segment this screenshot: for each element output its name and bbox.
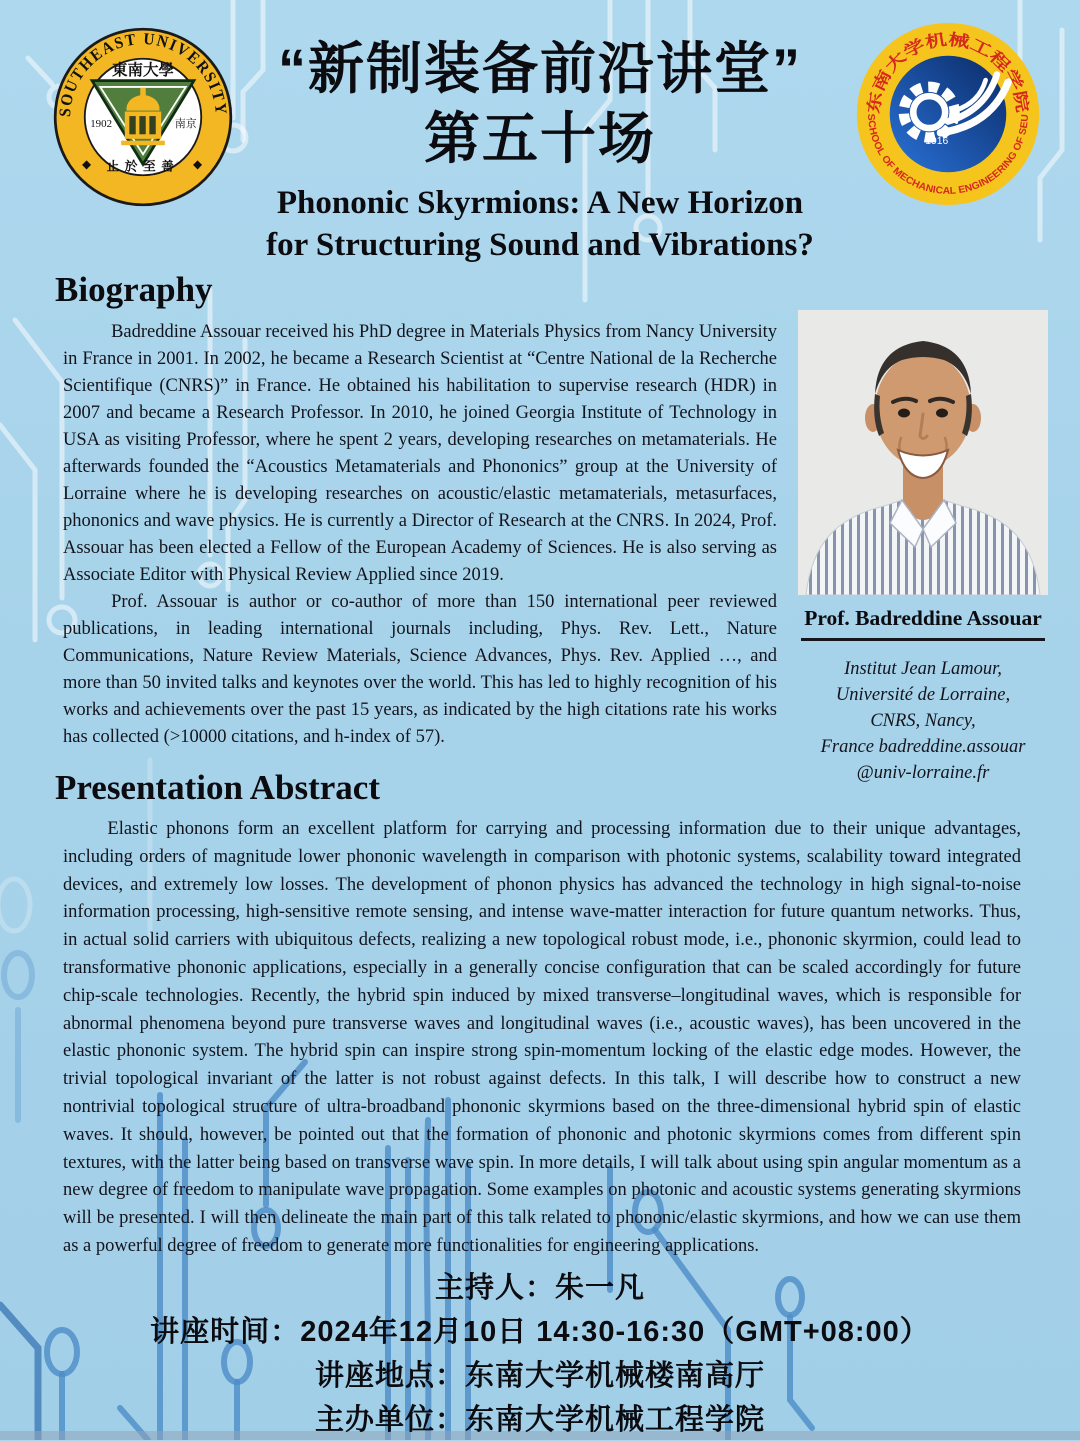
biography-paragraph-1: Badreddine Assouar received his PhD degree in Materials Physics from Nancy University in France in 2001. In 2002, he became a Research Scientist at “Centre National de la Recherche Scientifique (CNRS)” in France. He obtained his habilitation to supervise research (HDR) in 2007 and became a Research Professor. In 2010, he joined Georgia Institute of Technology in USA as visiting Professor, where he spent 2 years, developing researches on metamaterials. He afterwards founded the “Acoustics Metamaterials and Phononics” group at the University of Lorraine where he is developing researches on acoustic/elastic metamaterials, metasurfaces, phononics and wave physics. He is currently a Director of Research at the CNRS. In 2024, Prof. Assouar has been elected a Fellow of the European Academy of Sciences. He is also serving as Associate Editor with Physical Review Applied since 2019. [63,322,777,585]
organizer-line [0,1398,1080,1442]
sme-en-text: SCHOOL OF MECHANICAL ENGINEERING OF SEU [865,113,1031,197]
face [875,353,971,467]
title-en-line2: for Structuring Sound and Vibrations? [266,227,814,264]
affiliation-line: @univ-lorraine.fr [856,763,990,783]
seu-ring-text: SOUTHEAST UNIVERSITY [55,28,232,118]
host-label: 主持人： [434,1272,555,1304]
seu-city: 南京 [174,118,197,131]
caption-divider [801,638,1045,641]
title-cn-line2: 第五十场 [424,107,656,170]
biography-text [63,319,777,751]
host-value: 朱一凡 [555,1272,646,1304]
venue-line [0,1354,1080,1398]
sme-year: 1916 [925,136,949,148]
abstract-paragraph: Elastic phonons form an excellent platform for carrying and processing information due to their unique advantages, including orders of magnitude lower phononic wavelength in comparison with photonic systems, scalability toward integrated devices, and extremely low losses. The development of phonon physics has advanced the technology in high signal-to-noise information processing, high-sensitive remote sensing, and intense wave-matter interaction for future quantum networks. Thus, in actual solid carriers with ubiquitous defects, realizing a new topological robust mode, i.e., phononic skyrmion, could lead to transformative phononic applications, especially in a generally concise configuration that can be scaled accordingly for future chip-scale technologies. Recently, the hybrid spin induced by mixed transverse–longitudinal waves, which is responsible for abnormal phenomena beyond pure transverse waves and longitudinal waves (i.e., acoustic waves), has been uncovered in the elastic phononic system. The hybrid spin can inspire strong spin-momentum locking of the elastic edge modes. However, the trivial topological invariant of the latter is not robust against defects. In this talk, I will describe how to construct a new nontrivial topological structure of ultra-broadband phononic skyrmions based on the three-dimensional hybrid spin of elastic waves. It should, however, be pointed out that the formation of phononic and photonic skyrmions comes from different spin textures, with the latter being based on transverse wave spin. In more details, I will talk about using spin angular momentum as a new degree of freedom to manipulate wave propagation. Some examples on photonic and acoustic systems generating skyrmions will be presented. I will then delineate the main part of this talk related to phononic/elastic skyrmions, and how we can use them as a powerful degree of freedom to generate more functionalities for engineering applications. [63,819,1021,1256]
venue-value: 东南大学机械楼南高厅 [465,1360,766,1392]
abstract-heading: Presentation Abstract [55,768,380,807]
organizer-label: 主办单位： [314,1404,465,1436]
speaker-affiliation [797,656,1049,786]
title-cn-line1: “新制装备前沿讲堂” [278,37,802,100]
organizer-value: 东南大学机械工程学院 [465,1404,766,1436]
affiliation-line: France badreddine.assouar [820,737,1026,757]
seu-motto: 止於至善 [106,159,180,174]
speaker-column [797,310,1049,786]
seu-ring-diamond-right: ◆ [193,156,203,171]
poster-title-chinese [230,34,850,174]
abstract-text [63,816,1021,1261]
speaker-name-caption: Prof. Badreddine Assouar [804,606,1042,630]
sme-school-logo [854,20,1042,208]
affiliation-line: Université de Lorraine, [835,685,1011,705]
affiliation-line: CNRS, Nancy, [870,711,976,731]
event-details [0,1266,1080,1442]
title-en-line1: Phononic Skyrmions: A New Horizon [276,185,804,221]
affiliation-line: Institut Jean Lamour, [844,659,1002,679]
host-line [0,1266,1080,1310]
seu-cn-name: 東南大學 [112,62,174,80]
poster-title-english [130,182,950,266]
time-line [0,1310,1080,1354]
speaker-photo [798,310,1048,595]
seu-year: 1902 [90,118,113,131]
biography-heading: Biography [55,270,213,309]
time-value: 2024年12月10日 14:30-16:30（GMT+08:00） [300,1316,930,1348]
seu-university-logo [52,26,234,208]
seu-ring-diamond-left: ◆ [82,156,92,171]
venue-label: 讲座地点： [314,1360,465,1392]
time-label: 讲座时间： [150,1316,301,1348]
sme-cn-text: 东南大学机械工程学院 [865,31,1030,115]
biography-paragraph-2: Prof. Assouar is author or co-author of more than 150 international peer reviewed publications, in leading international journals including, Phys. Rev. Lett., Nature Communications, Nature Review Materials, Science Advances, Phys. Rev. Applied …, and more than 50 invited talks and keynotes over the world. This has led to highly recognition of his works and achievements over the past 15 years, as indicated by the high citations rate his works has collected (>10000 citations, and h-index of 57). [63,592,777,747]
